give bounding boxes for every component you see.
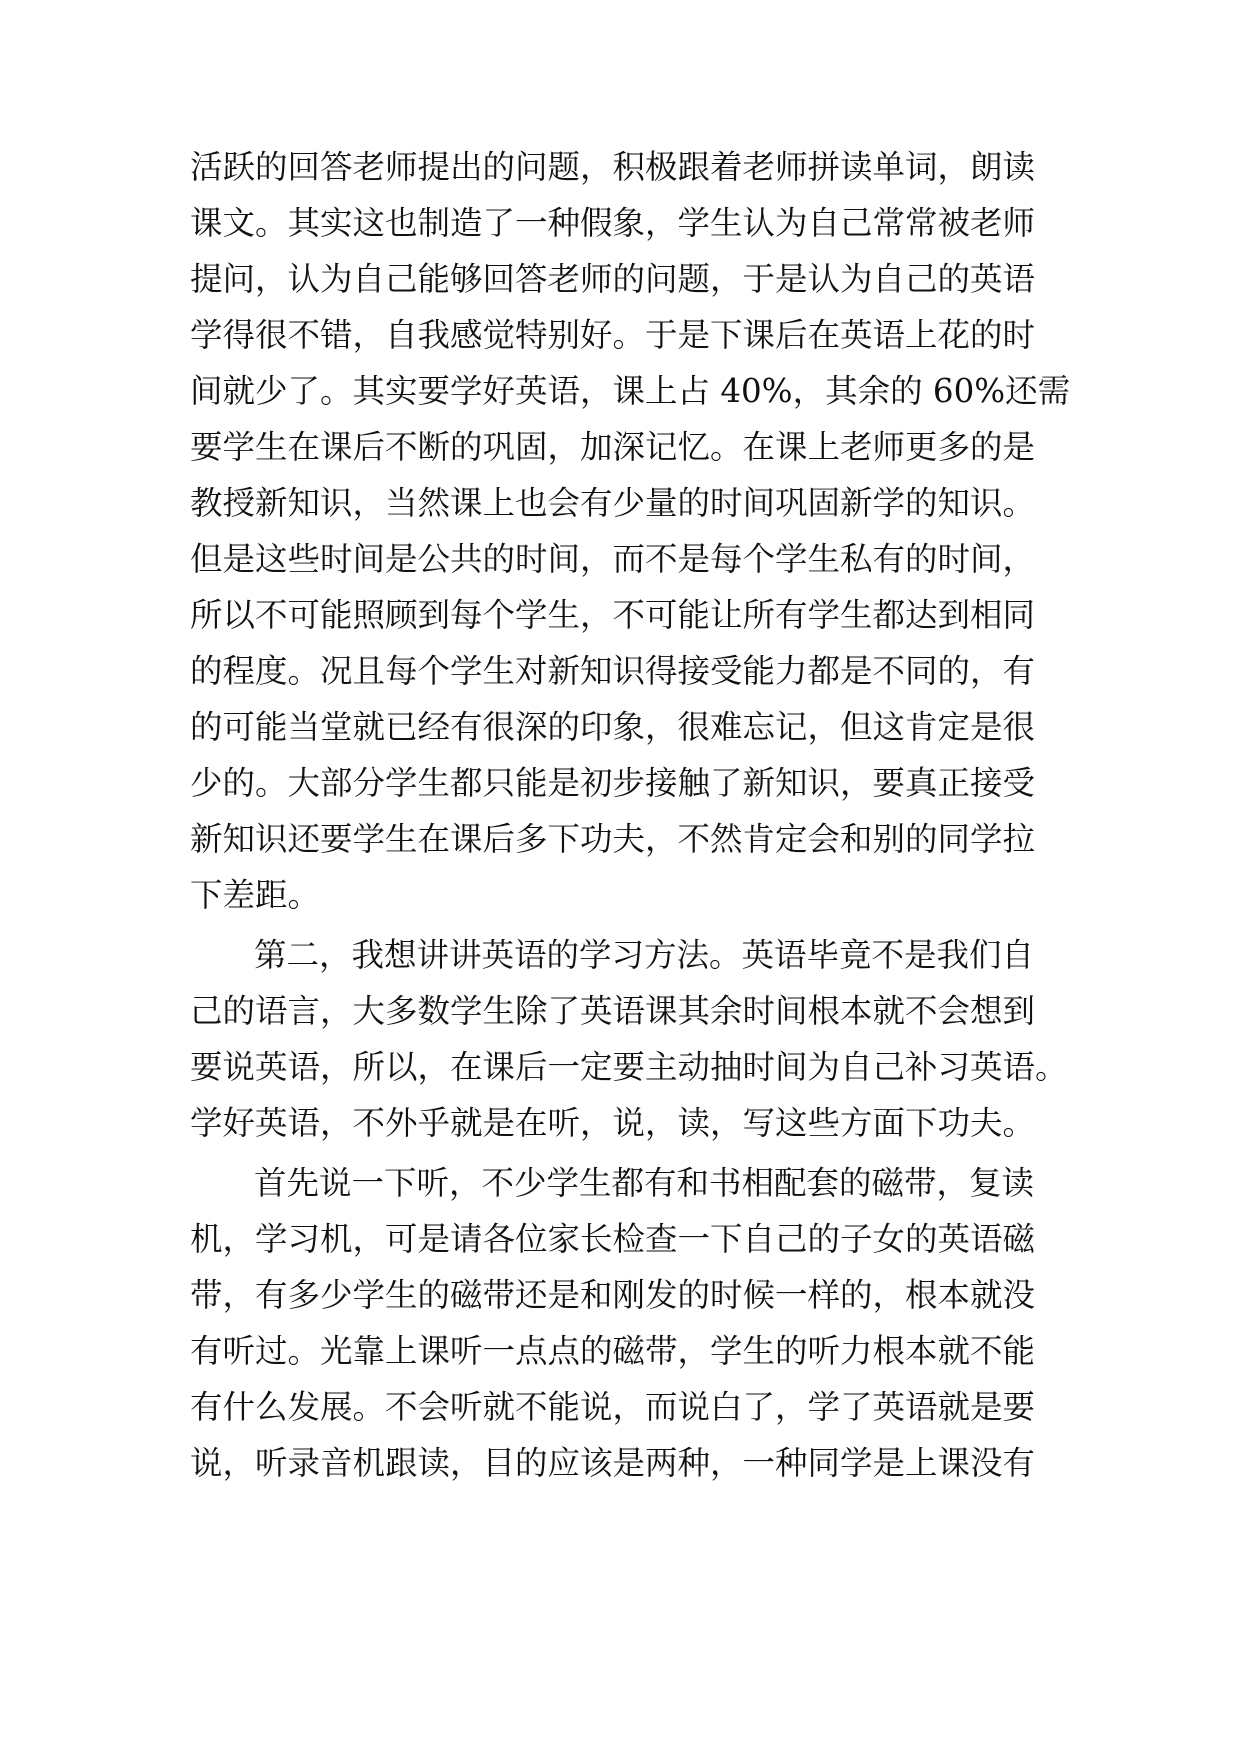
text-line: 有什么发展。不会听就不能说，而说白了，学了英语就是要 [190,1388,1036,1426]
paragraph-first-line: 首先说一下听，不少学生都有和书相配套的磁带，复读 [254,1164,1035,1202]
text-line: 己的语言，大多数学生除了英语课其余时间根本就不会想到 [190,992,1036,1030]
text-line: 的可能当堂就已经有很深的印象，很难忘记，但这肯定是很 [190,708,1036,746]
paragraph-first-line: 第二，我想讲讲英语的学习方法。英语毕竟不是我们自 [254,936,1035,974]
text-line: 带，有多少学生的磁带还是和刚发的时候一样的，根本就没 [190,1276,1036,1314]
text-line: 提问，认为自己能够回答老师的问题，于是认为自己的英语 [190,260,1036,298]
text-line: 要说英语，所以，在课后一定要主动抽时间为自己补习英语。 [190,1048,1068,1086]
text-line: 教授新知识，当然课上也会有少量的时间巩固新学的知识。 [190,484,1036,522]
text-line: 的程度。况且每个学生对新知识得接受能力都是不同的，有 [190,652,1036,690]
text-line: 机，学习机，可是请各位家长检查一下自己的子女的英语磁 [190,1220,1036,1258]
text-line: 少的。大部分学生都只能是初步接触了新知识，要真正接受 [190,764,1036,802]
text-line: 但是这些时间是公共的时间，而不是每个学生私有的时间， [190,540,1036,578]
text-line: 要学生在课后不断的巩固，加深记忆。在课上老师更多的是 [190,428,1036,466]
text-line: 学得很不错，自我感觉特别好。于是下课后在英语上花的时 [190,316,1036,354]
text-line: 活跃的回答老师提出的问题，积极跟着老师拼读单词，朗读 [190,148,1036,186]
text-line: 新知识还要学生在课后多下功夫，不然肯定会和别的同学拉 [190,820,1036,858]
text-line: 下差距。 [190,876,321,914]
text-line: 课文。其实这也制造了一种假象，学生认为自己常常被老师 [190,204,1036,242]
text-line: 学好英语，不外乎就是在听，说，读，写这些方面下功夫。 [190,1104,1036,1142]
text-line: 所以不可能照顾到每个学生，不可能让所有学生都达到相同 [190,596,1036,634]
text-line: 间就少了。其实要学好英语，课上占 40%，其余的 60%还需 [190,372,1071,410]
text-line: 说，听录音机跟读，目的应该是两种，一种同学是上课没有 [190,1444,1036,1482]
text-line: 有听过。光靠上课听一点点的磁带，学生的听力根本就不能 [190,1332,1036,1370]
